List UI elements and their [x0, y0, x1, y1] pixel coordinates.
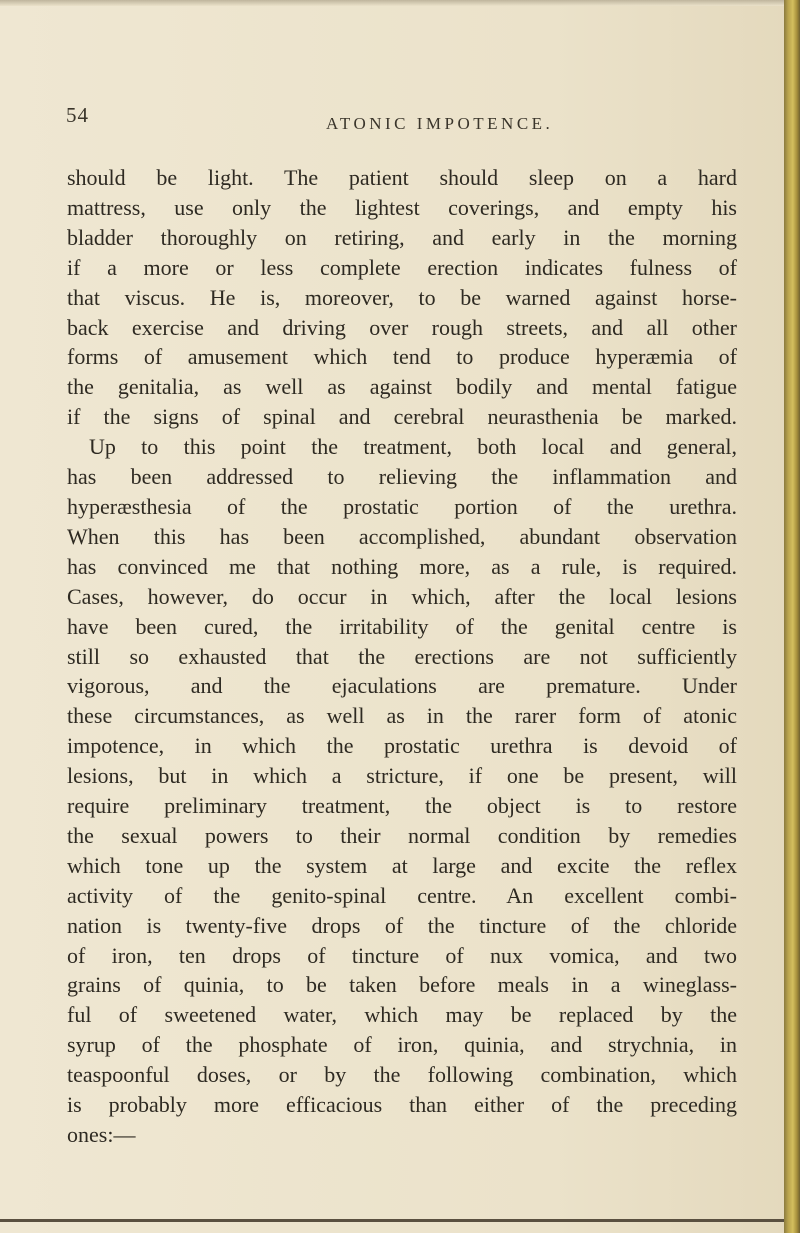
text-line: bladder thoroughly on retiring, and early in the morning [67, 224, 737, 250]
text-line: of iron, ten drops of tincture of nux vomica, and two [67, 942, 737, 968]
text-line: is probably more efficacious than either of the preceding [67, 1092, 737, 1118]
text-line: has convinced me that nothing more, as a rule, is required. [67, 553, 737, 579]
text-line: teaspoonful doses, or by the following combination, which [67, 1062, 737, 1088]
book-binding-edge [784, 0, 800, 1233]
text-line: that viscus. He is, moreover, to be warned against horse- [67, 284, 737, 310]
text-line: require preliminary treatment, the object is to restore [67, 793, 737, 819]
page-number: 54 [66, 103, 89, 127]
text-line: the genitalia, as well as against bodily and mental fatigue [67, 374, 737, 400]
text-line: if a more or less complete erection indicates fulness of [67, 254, 737, 280]
text-line: still so exhausted that the erections are not sufficiently [67, 643, 737, 669]
text-line: lesions, but in which a stricture, if one be present, will [67, 763, 737, 789]
page-bottom-edge [0, 1219, 786, 1222]
text-line: Up to this point the treatment, both local and general, [89, 434, 737, 460]
text-line: ones:— [67, 1122, 136, 1147]
text-line: Cases, however, do occur in which, after the local lesions [67, 583, 737, 609]
text-line: hyperæsthesia of the prostatic portion of the urethra. [67, 493, 737, 519]
text-line: have been cured, the irritability of the genital centre is [67, 613, 737, 639]
text-line: syrup of the phosphate of iron, quinia, and strychnia, in [67, 1032, 737, 1058]
text-line: if the signs of spinal and cerebral neurasthenia be marked. [67, 404, 737, 430]
text-line: which tone up the system at large and excite the reflex [67, 852, 737, 878]
text-line: activity of the genito-spinal centre. An excellent combi- [67, 882, 737, 908]
text-line: When this has been accomplished, abundant observation [67, 523, 737, 549]
text-line: ful of sweetened water, which may be replaced by the [67, 1002, 737, 1028]
text-line: these circumstances, as well as in the rarer form of atonic [67, 703, 737, 729]
text-line: the sexual powers to their normal condition by remedies [67, 822, 737, 848]
text-line: vigorous, and the ejaculations are premature. Under [67, 673, 737, 699]
text-line: should be light. The patient should sleep on a hard [67, 165, 737, 190]
text-line: impotence, in which the prostatic urethra is devoid of [67, 733, 737, 759]
text-line: forms of amusement which tend to produce hyperæmia of [67, 344, 737, 370]
page-top-edge [0, 0, 786, 6]
running-title: ATONIC IMPOTENCE. [326, 114, 554, 133]
text-line: has been addressed to relieving the inflammation and [67, 464, 737, 490]
body-paragraph [67, 163, 737, 1150]
text-line: nation is twenty-five drops of the tincture of the chloride [67, 912, 737, 938]
text-line: mattress, use only the lightest coverings, and empty his [67, 194, 737, 220]
text-line: grains of quinia, to be taken before meals in a wineglass- [67, 972, 737, 998]
text-line: back exercise and driving over rough streets, and all other [67, 314, 737, 340]
